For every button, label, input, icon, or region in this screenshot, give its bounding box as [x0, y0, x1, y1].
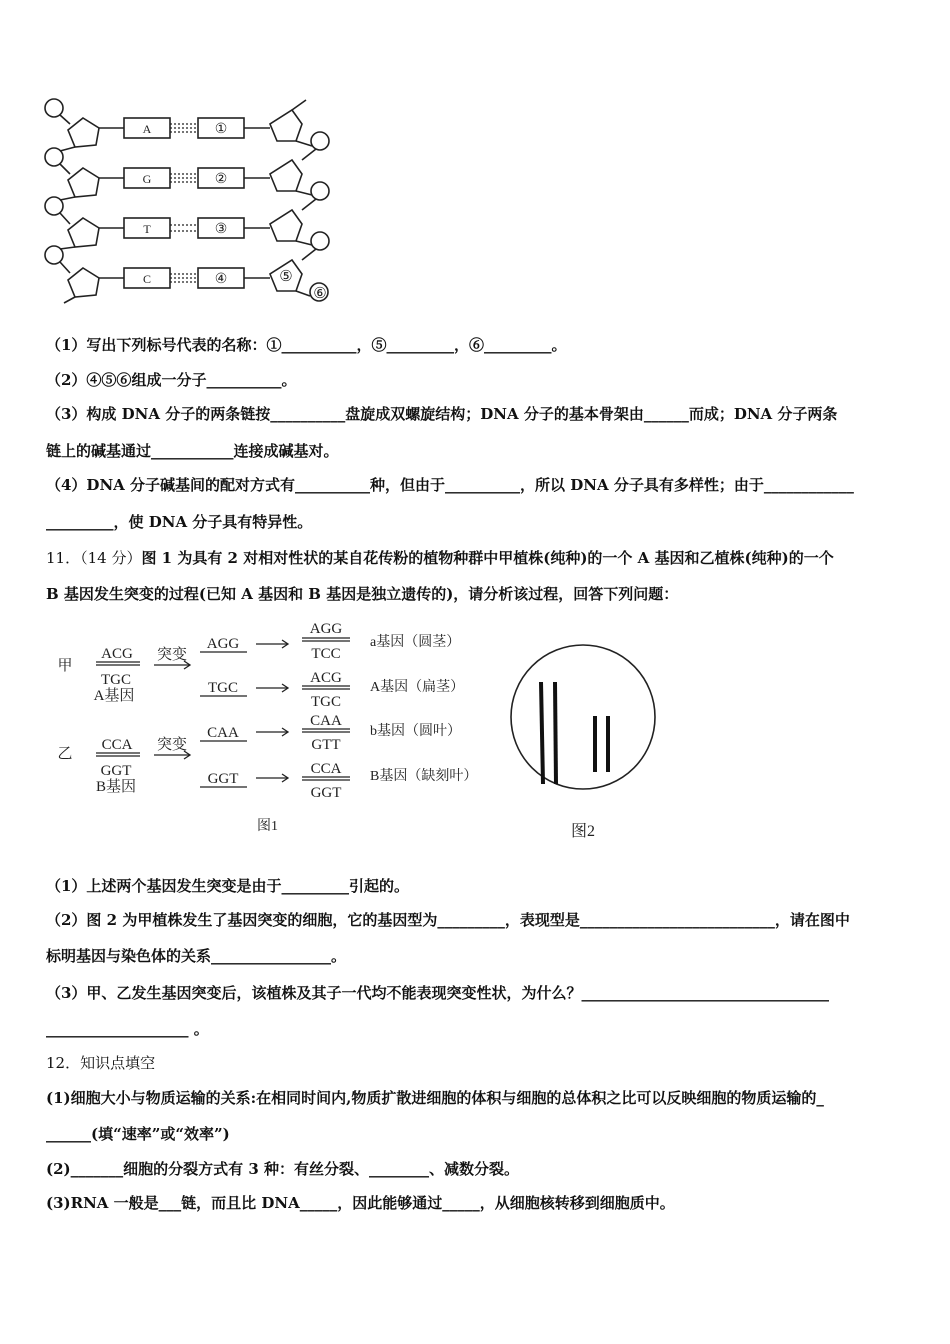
- phosphate-circle: [311, 232, 329, 250]
- figure-2-cell: [505, 630, 665, 845]
- q11-stem-line2: B 基因发生突变的过程(已知 A 基因和 B 基因是独立遗传的)，请分析该过程，回答下列问题：: [46, 585, 679, 603]
- q12-part1-line1: (1)细胞大小与物质运输的关系:在相同时间内,物质扩散进细胞的体积与细胞的总体积之比可以反映细胞的物质运输的_: [46, 1089, 824, 1107]
- mutation-label: 突变: [156, 647, 188, 663]
- mutation-label: 突变: [156, 737, 188, 753]
- dna-structure-diagram: [40, 96, 340, 306]
- deoxyribose-pentagon: [270, 110, 302, 141]
- right-base-label: ③: [214, 222, 228, 237]
- q10-part3-line2: 链上的碱基通过___________连接成碱基对。: [46, 442, 339, 460]
- q11-part2-line1: （2）图 2 为甲植株发生了基因突变的细胞，它的基因型为_________，表现型是__________________________，请在图中: [46, 911, 850, 929]
- deoxyribose-pentagon: [68, 268, 99, 297]
- figure-1-mutation-process: [50, 618, 500, 843]
- q12-part3: (3)RNA 一般是___链，而且比 DNA_____，因此能够通过_____，从细胞核转移到细胞质中。: [46, 1194, 675, 1212]
- plant-jia-label: 甲: [57, 658, 73, 674]
- result-top-strand: AGG: [309, 621, 343, 637]
- result-gene-label: B基因（缺刻叶）: [370, 769, 478, 784]
- q12-part2: (2)_______细胞的分裂方式有 3 种：有丝分裂、________、减数分裂。: [46, 1160, 520, 1178]
- q12-title: 12．知识点填空: [46, 1054, 156, 1072]
- mutated-strand: GGT: [207, 771, 239, 787]
- mutated-strand: CAA: [207, 725, 239, 741]
- mutated-strand: AGG: [206, 636, 240, 652]
- deoxyribose-pentagon: [270, 160, 302, 191]
- label-6: ⑥: [313, 286, 327, 302]
- result-bottom-strand: TCC: [311, 646, 341, 662]
- deoxyribose-pentagon: [270, 210, 302, 241]
- phosphate-circle: [311, 182, 329, 200]
- q11-part3-line2: ___________________ 。: [46, 1020, 209, 1038]
- mutated-strand: TGC: [208, 680, 238, 696]
- q11-part1: （1）上述两个基因发生突变是由于_________引起的。: [46, 877, 409, 895]
- yi-top-strand: CCA: [101, 737, 133, 753]
- q10-part2: （2）④⑤⑥组成一分子__________。: [46, 371, 297, 389]
- chromosome: [555, 682, 556, 784]
- result-gene-label: b基因（圆叶）: [370, 724, 461, 739]
- figure-1-caption: 图1: [257, 819, 278, 834]
- phosphate-circle: [45, 99, 63, 117]
- result-gene-label: a基因（圆茎）: [370, 635, 461, 650]
- q11-part2-line2: 标明基因与染色体的关系________________。: [46, 947, 347, 965]
- result-gene-label: A基因（扁茎）: [370, 680, 465, 695]
- left-base-label: G: [142, 172, 152, 186]
- q10-part1: （1）写出下列标号代表的名称：①__________，⑤_________，⑥_________。: [46, 336, 567, 354]
- right-base-label: ①: [214, 122, 228, 137]
- figure-2-caption: 图2: [570, 823, 596, 840]
- left-base-label: C: [142, 272, 152, 286]
- q10-part3-line1: （3）构成 DNA 分子的两条链按__________盘旋成双螺旋结构；DNA 分子的基本骨架由______而成；DNA 分子两条: [46, 405, 838, 423]
- q10-part4-line1: （4）DNA 分子碱基间的配对方式有__________种，但由于__________，所以 DNA 分子具有多样性；由于____________: [46, 476, 854, 494]
- result-top-strand: CCA: [310, 761, 342, 777]
- right-base-label: ②: [214, 172, 228, 187]
- label-5: ⑤: [279, 269, 293, 285]
- phosphate-circle: [311, 132, 329, 150]
- question-number: 11．（14 分）: [46, 549, 142, 567]
- result-bottom-strand: TGC: [311, 694, 341, 710]
- yi-gene-label: B基因: [95, 779, 137, 795]
- right-base-label: ④: [214, 272, 228, 287]
- result-bottom-strand: GTT: [311, 737, 341, 753]
- plant-yi-label: 乙: [57, 746, 73, 762]
- jia-top-strand: ACG: [101, 646, 133, 662]
- deoxyribose-pentagon: [68, 168, 99, 197]
- cell-outline: [511, 645, 655, 789]
- q10-part4-line2: _________，使 DNA 分子具有特异性。: [46, 513, 313, 531]
- q11-stem-text: 图 1 为具有 2 对相对性状的某自花传粉的植物种群中甲植株(纯种)的一个 A 基因和乙植株(纯种)的一个: [141, 549, 834, 567]
- deoxyribose-pentagon: [68, 118, 99, 147]
- q12-part1-line2: ______(填“速率”或“效率”): [46, 1125, 230, 1143]
- deoxyribose-pentagon: [68, 218, 99, 247]
- yi-bottom-strand: GGT: [100, 763, 132, 779]
- jia-bottom-strand: TGC: [101, 672, 131, 688]
- left-base-label: T: [143, 222, 151, 236]
- result-top-strand: ACG: [310, 670, 342, 686]
- q11-part3-line1: （3）甲、乙发生基因突变后，该植株及其子一代均不能表现突变性状，为什么？_________________________________: [46, 984, 829, 1002]
- chromosome: [541, 682, 543, 784]
- left-base-label: A: [142, 122, 152, 136]
- result-bottom-strand: GGT: [310, 785, 342, 801]
- q11-stem-line1: [46, 548, 834, 568]
- jia-gene-label: A基因: [93, 688, 135, 704]
- result-top-strand: CAA: [310, 713, 342, 729]
